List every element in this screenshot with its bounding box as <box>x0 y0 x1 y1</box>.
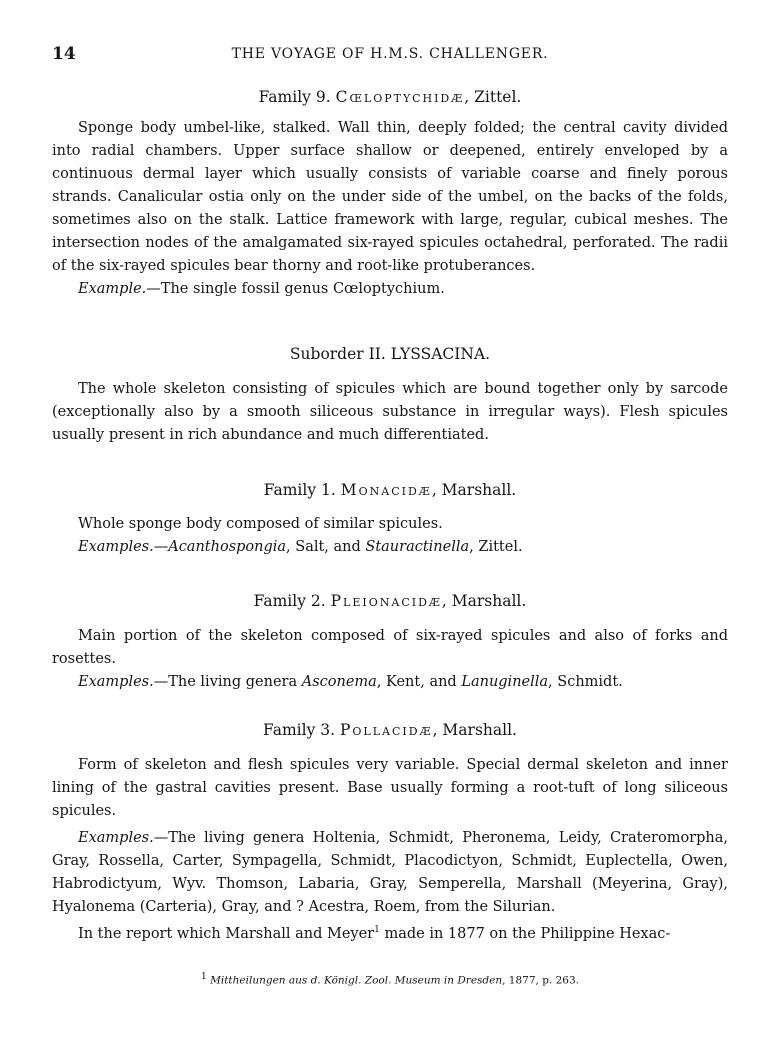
footnote-source: Mittheilungen aus d. Königl. Zool. Museum in Dresden <box>210 974 503 987</box>
section-lyssacina <box>52 343 728 447</box>
section-description: Main portion of the skeleton composed of six-rayed spicules and also of forks and rosettes. <box>52 628 728 667</box>
page-number: 14 <box>52 44 76 64</box>
family-name: Monacidæ <box>340 481 432 499</box>
section-heading: Family 9. Cœloptychidæ, Zittel. <box>258 88 522 106</box>
section-coeloptychidae <box>52 86 728 301</box>
section-pleionacidae <box>52 590 728 694</box>
section-description: Sponge body umbel-like, stalked. Wall thin, deeply folded; the central cavity divided into radial chambers. Upper surface shallow or deepened, entirely enveloped by a continuous dermal layer which usually consists of variable coarse and finely porous strands. Canalicular ostia only on the under side of the umbel, on the backs of the folds, sometimes also on the stalk. Lattice framework with large, regular, cubical meshes. The intersection nodes of the amalgamated six-rayed spicules octahedral, perforated. The radii of the six-rayed spicules bear thorny and root-like protuberances. <box>52 120 728 274</box>
section-example: Example.—The single fossil genus Cœloptychium. <box>78 281 445 297</box>
section-pollacidae <box>52 719 728 946</box>
section-description: Form of skeleton and flesh spicules very variable. Special dermal skeleton and inner lining of the gastral cavities present. Base usually forming a root-tuft of long siliceous spicules. <box>52 757 728 819</box>
section-heading: Family 1. Monacidæ, Marshall. <box>263 481 517 499</box>
section-description: Whole sponge body composed of similar spicules. <box>78 516 443 532</box>
section-heading: Family 2. Pleionacidæ, Marshall. <box>253 592 527 610</box>
section-description: The whole skeleton consisting of spicules which are bound together only by sarcode (exceptionally also by a smooth siliceous substance in irregular ways). Flesh spicules usually present in rich abundance and much differentiated. <box>52 381 728 443</box>
footnote-mark: 1 <box>201 972 207 982</box>
closing-paragraph: In the report which Marshall and Meyer$^1$ made in 1877 on the Philippine Hexac- <box>78 925 671 942</box>
section-example: Examples.—The living genera Holtenia, Schmidt, Pheronema, Leidy, Crateromorpha, Gray, Rossella, Carter, Sympagella, Schmidt, Placodictyon, Schmidt, Euplectella, Owen, Habrodictyum, Wyv. Thomson, Labaria, Gray, Semperella, Marshall (Meyerina, Gray), Hyalonema (Carteria), Gray, and ? Acestra, Roem, from the Silurian. <box>52 830 728 915</box>
footnote <box>52 972 728 987</box>
family-name: Pollacidæ <box>339 721 433 739</box>
footnote-reference[interactable]: 1 <box>374 925 380 935</box>
section-monacidae <box>52 479 728 559</box>
footnote-details: , 1877, p. 263. <box>502 974 579 987</box>
section-heading: Family 3. Pollacidæ, Marshall. <box>263 721 517 739</box>
section-heading: Suborder II. LYSSACINA. <box>289 345 491 363</box>
section-example: Examples.—Acanthospongia, Salt, and Stauractinella, Zittel. <box>78 539 523 555</box>
section-example: Examples.—The living genera Asconema, Kent, and Lanuginella, Schmidt. <box>78 674 623 690</box>
family-name: Cœloptychidæ <box>335 88 465 106</box>
page-header <box>52 44 728 66</box>
family-name: Pleionacidæ <box>330 592 442 610</box>
running-title: THE VOYAGE OF H.M.S. CHALLENGER. <box>231 46 549 62</box>
